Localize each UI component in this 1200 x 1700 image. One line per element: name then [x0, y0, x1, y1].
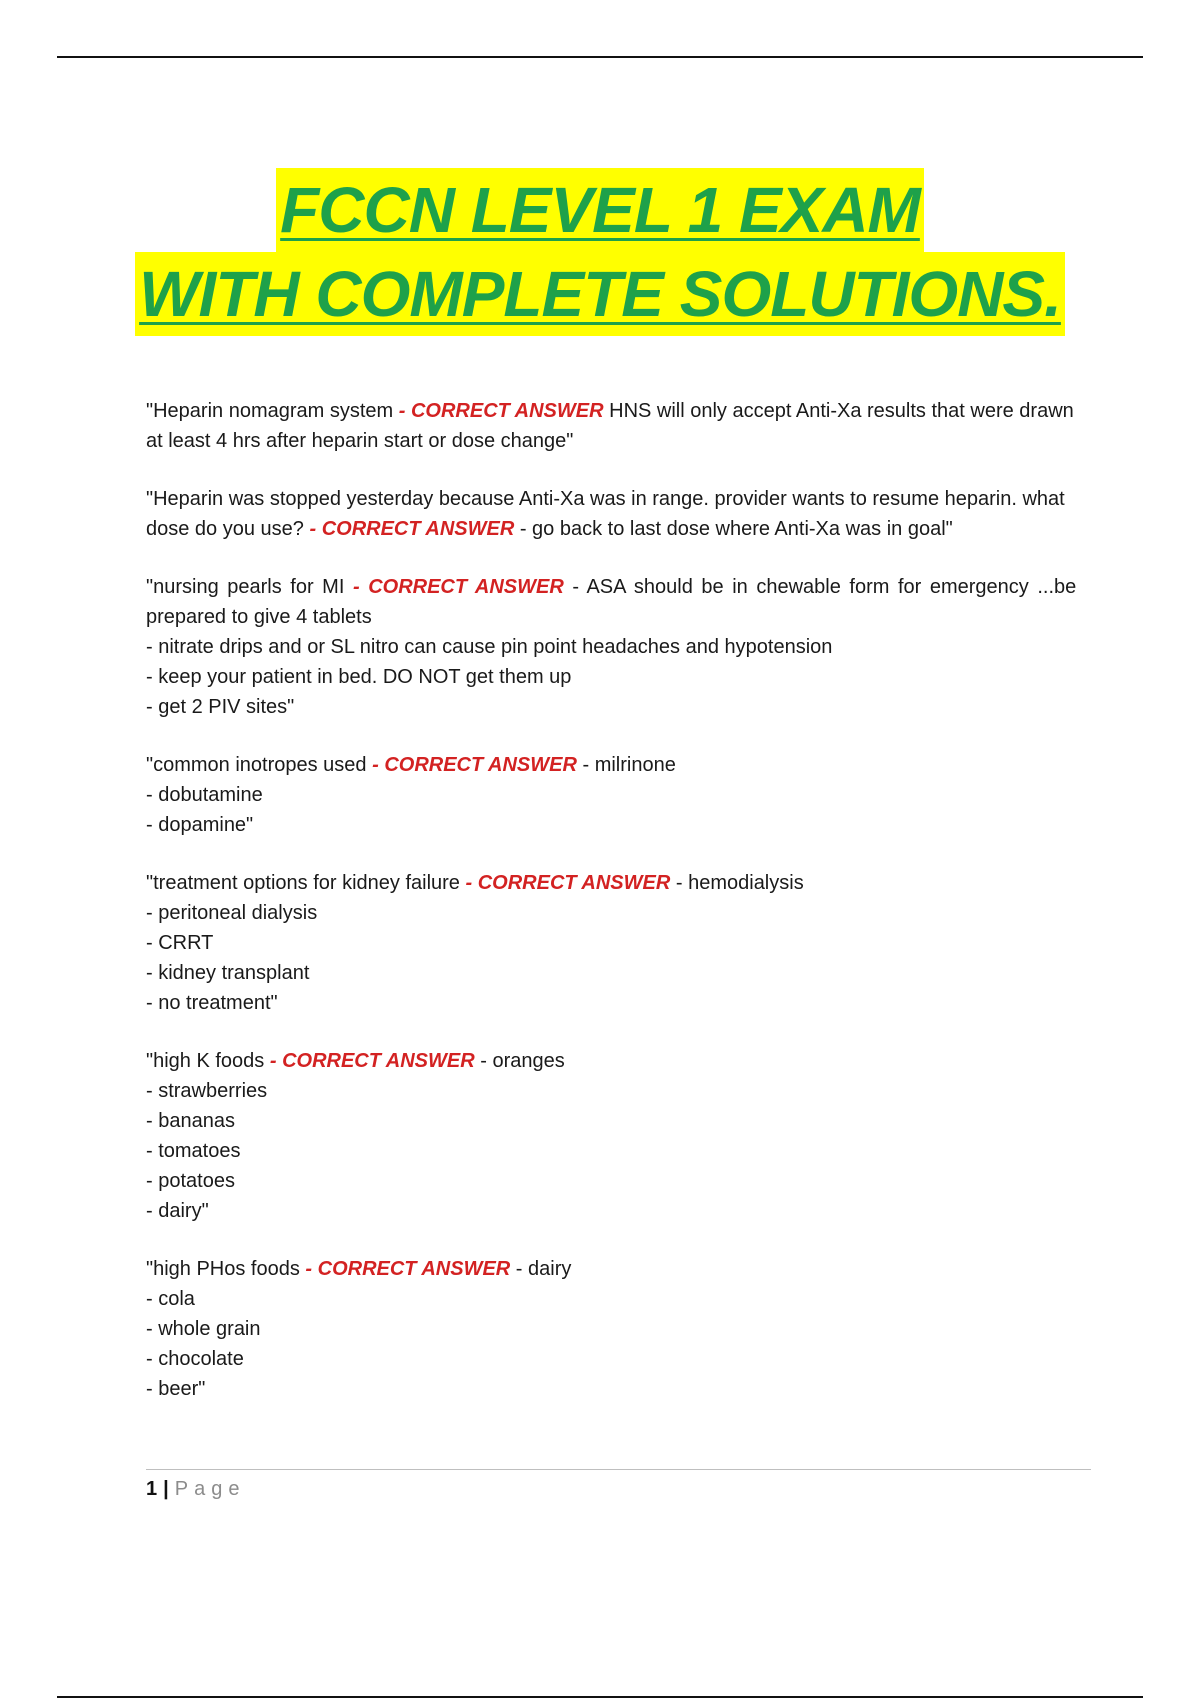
correct-answer-text: CORRECT ANSWER — [410, 400, 604, 422]
question-text: "treatment options for kidney failure — [146, 872, 460, 894]
answer-line: - kidney transplant — [146, 962, 310, 984]
answer-line: - peritoneal dialysis — [146, 902, 318, 924]
qa-item-high-k-foods — [146, 1046, 1096, 1226]
answer-line: - get 2 PIV sites" — [146, 696, 295, 718]
qa-question-line — [146, 868, 1096, 898]
answer-text: HNS will only accept Anti-Xa results that were drawn — [609, 400, 1074, 422]
answer-text: - hemodialysis — [675, 872, 804, 894]
page-footer — [146, 1474, 245, 1504]
answer-line: prepared to give 4 tablets — [146, 606, 372, 628]
correct-answer-label: - CORRECT ANSWER — [352, 576, 564, 598]
qa-item-heparin-resume — [146, 484, 1096, 544]
page-label: Page — [174, 1478, 246, 1500]
qa-item-high-phos-foods — [146, 1254, 1096, 1404]
title-line-2: WITH COMPLETE SOLUTIONS. — [135, 252, 1065, 336]
bottom-rule — [57, 1696, 1143, 1698]
qa-item-inotropes — [146, 750, 1096, 840]
question-text: "Heparin nomagram system — [146, 400, 394, 422]
answer-line: - chocolate — [146, 1348, 244, 1370]
answer-text: - go back to last dose where Anti-Xa was in goal" — [519, 518, 953, 540]
answer-line: - dairy" — [146, 1200, 209, 1222]
correct-answer-text: CORRECT ANSWER — [384, 754, 577, 776]
qa-item-heparin-nomagram — [146, 396, 1096, 456]
correct-answer-label: - CORRECT ANSWER — [309, 518, 515, 540]
question-text: "nursing pearls for MI — [146, 576, 345, 598]
correct-answer-text: CORRECT ANSWER — [368, 576, 564, 598]
answer-line: - tomatoes — [146, 1140, 241, 1162]
answer-line: - cola — [146, 1288, 195, 1310]
correct-answer-label: - CORRECT ANSWER — [398, 400, 604, 422]
correct-answer-label: - CORRECT ANSWER — [269, 1050, 475, 1072]
footer-rule — [146, 1469, 1091, 1470]
answer-line: - bananas — [146, 1110, 235, 1132]
correct-answer-label: - CORRECT ANSWER — [465, 872, 671, 894]
answer-line: - dopamine" — [146, 814, 254, 836]
correct-answer-label: - CORRECT ANSWER — [305, 1258, 511, 1280]
correct-answer-label: - CORRECT ANSWER — [372, 754, 577, 776]
question-text: "Heparin was stopped yesterday because Anti-Xa was in range. provider wants to resume heparin. what — [146, 488, 1065, 510]
answer-line: - keep your patient in bed. DO NOT get them up — [146, 666, 572, 688]
correct-answer-text: CORRECT ANSWER — [321, 518, 515, 540]
answer-text: - oranges — [480, 1050, 565, 1072]
title-line-1: FCCN LEVEL 1 EXAM — [276, 168, 924, 252]
answer-line: at least 4 hrs after heparin start or dose change" — [146, 430, 574, 452]
correct-answer-text: CORRECT ANSWER — [282, 1050, 475, 1072]
qa-list — [146, 396, 1096, 1432]
answer-text: - dairy — [515, 1258, 572, 1280]
question-text: dose do you use? — [146, 518, 304, 540]
question-text: "high PHos foods — [146, 1258, 300, 1280]
answer-line: - dobutamine — [146, 784, 263, 806]
qa-question-line — [146, 750, 1096, 780]
answer-line: - potatoes — [146, 1170, 235, 1192]
answer-line: - strawberries — [146, 1080, 268, 1102]
qa-item-kidney-failure — [146, 868, 1096, 1018]
answer-line: - whole grain — [146, 1318, 261, 1340]
correct-answer-text: CORRECT ANSWER — [477, 872, 671, 894]
qa-question-line — [146, 572, 1096, 602]
page-separator: | — [163, 1478, 169, 1500]
qa-question-line — [146, 1254, 1096, 1284]
qa-question-line — [146, 1046, 1096, 1076]
answer-line: - CRRT — [146, 932, 214, 954]
answer-text: - milrinone — [582, 754, 676, 776]
qa-item-mi-pearls — [146, 572, 1096, 722]
document-title — [0, 168, 1200, 336]
question-text: "common inotropes used — [146, 754, 367, 776]
answer-line: - no treatment" — [146, 992, 278, 1014]
top-rule — [57, 56, 1143, 58]
answer-text: - ASA should be in chewable form for emergency ...be — [572, 576, 1077, 598]
correct-answer-text: CORRECT ANSWER — [317, 1258, 511, 1280]
question-text: "high K foods — [146, 1050, 265, 1072]
page-number: 1 — [146, 1478, 158, 1500]
qa-question-line — [146, 514, 1096, 544]
qa-question-line — [146, 396, 1096, 426]
answer-line: - nitrate drips and or SL nitro can cause pin point headaches and hypotension — [146, 636, 833, 658]
answer-line: - beer" — [146, 1378, 206, 1400]
